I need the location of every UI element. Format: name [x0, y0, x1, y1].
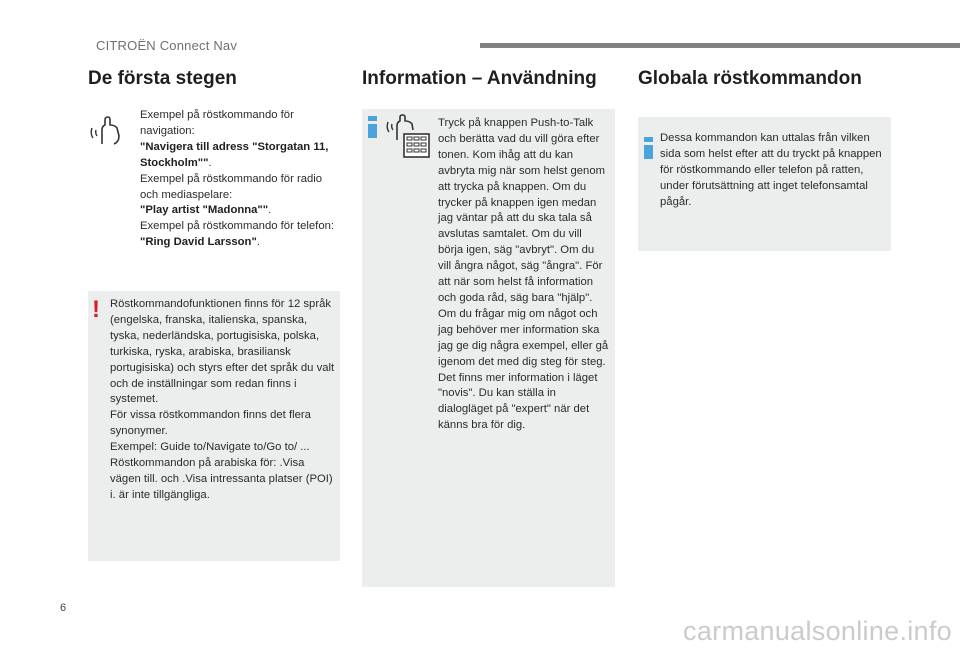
header-title: CITROËN Connect Nav	[96, 38, 238, 53]
example-radio-command: "Play artist "Madonna""	[140, 204, 269, 217]
warning-icon: !	[92, 296, 100, 323]
period-radio: .	[268, 204, 272, 217]
info-icon	[368, 116, 377, 138]
info-icon	[644, 137, 653, 159]
page-number: 6	[60, 602, 67, 614]
example-phone-command: "Ring David Larsson"	[140, 236, 257, 249]
section-title-information-usage: Information – Användning	[362, 68, 597, 89]
voice-command-examples	[140, 108, 340, 251]
section-title-global-voice-commands: Globala röstkommandon	[638, 68, 862, 89]
example-phone-intro: Exempel på röstkommando för telefon:	[140, 220, 335, 233]
voice-command-keypad-icon	[386, 114, 430, 158]
example-radio-intro: Exempel på röstkommando för radio och mediaspelare:	[140, 172, 323, 201]
watermark: carmanualsonline.info	[683, 616, 952, 646]
header-accent-bar	[480, 43, 960, 48]
example-nav-intro: Exempel på röstkommando för navigation:	[140, 109, 294, 137]
usage-info-text: Tryck på knappen Push-to-Talk och berätta vad du vill göra efter tonen. Kom ihåg att du kan avbryta mig när som helst genom att trycka på knappen. Om du trycker på knappen igen medan jag väntar på att du ska tala så avslutas samtalet. Om du vill börja igen, säg "avbryt". Om du vill ångra något, säg "ångra". För att när som helst få information och goda råd, säg bara "hjälp". Om du frågar mig om något och jag behöver mer information ska jag ge dig några exempel, eller gå igenom det med dig steg för steg. Det finns mer information i läget "novis". Du kan ställa in dialogläget på "expert" när det känns bra för dig.	[438, 117, 609, 432]
global-commands-text: Dessa kommandon kan uttalas från vilken sida som helst efter att du tryckt på knappen för röstkommando eller telefon på ratten, under förutsättning att inget telefonsamtal pågår.	[660, 132, 882, 208]
period-nav: .	[208, 156, 212, 169]
voice-command-icon	[88, 114, 126, 146]
warning-text: Röstkommandofunktionen finns för 12 språk (engelska, franska, italienska, spanska, tyska, nederländska, portugisiska, polska, turkiska, ryska, arabiska, brasiliansk portugisiska) och styrs efter det språk du valt och de inställningar som redan finns i systemet. För vissa röstkommandon finns det flera synonymer. Exempel: Guide to/Navigate to/Go to/ ... Röstkommandon på arabiska för: .Visa vägen till. och .Visa intressanta platser (POI) i. är inte tillgängliga.	[110, 298, 335, 501]
period-phone: .	[256, 236, 260, 249]
section-title-first-steps: De första stegen	[88, 68, 237, 89]
example-nav-command: "Navigera till adress "Storgatan 11, Stockholm""	[140, 140, 329, 169]
